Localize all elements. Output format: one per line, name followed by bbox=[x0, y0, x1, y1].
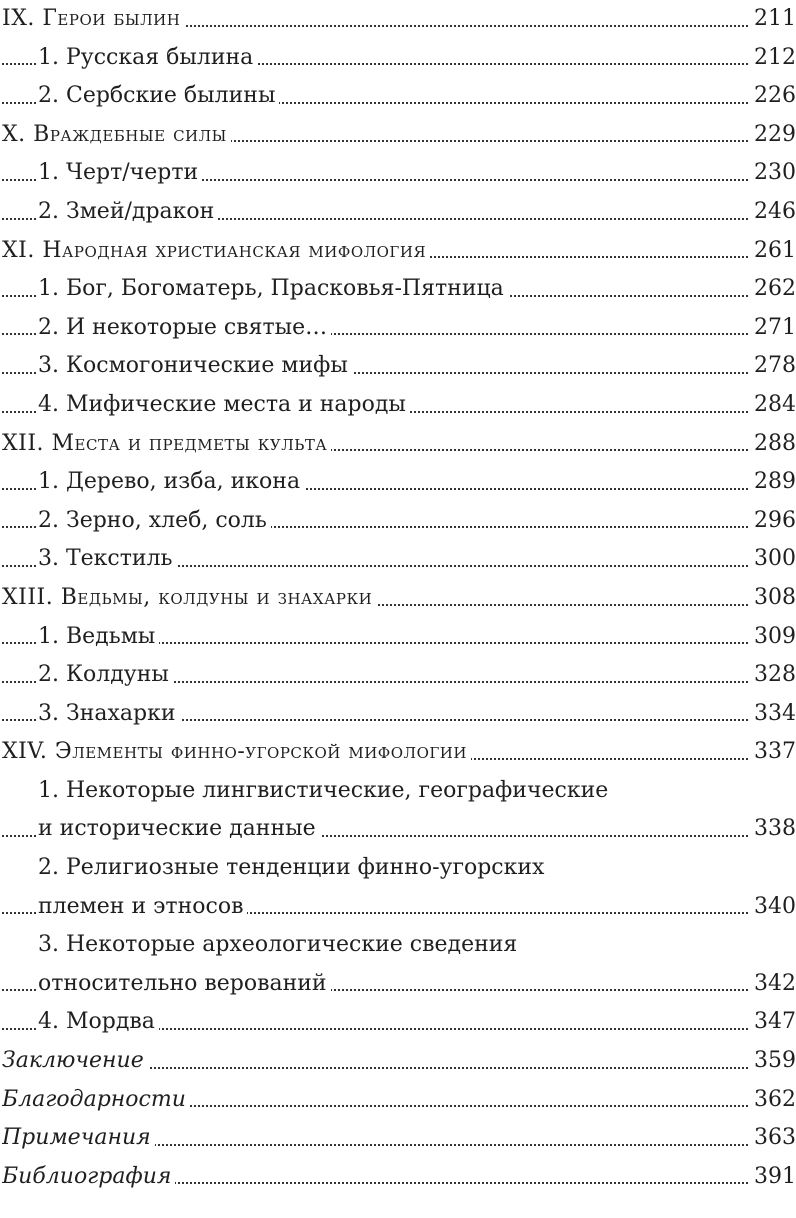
toc-entry-page: 340 bbox=[750, 888, 796, 927]
toc-entry-page: 309 bbox=[750, 618, 796, 657]
toc-chapter-ix[interactable] bbox=[2, 0, 796, 39]
toc-entry-page: 308 bbox=[750, 579, 796, 618]
toc-section[interactable] bbox=[2, 39, 796, 78]
toc-entry-page: 271 bbox=[750, 309, 796, 348]
toc-entry-title: XIV. Элементы финно-угорской мифологии bbox=[2, 739, 471, 764]
toc-section[interactable] bbox=[2, 502, 796, 541]
toc-entry-page: 211 bbox=[750, 0, 796, 39]
toc-section[interactable] bbox=[2, 270, 796, 309]
toc-section[interactable] bbox=[2, 347, 796, 386]
toc-section[interactable] bbox=[2, 888, 796, 927]
toc-entry-title: 2. Зерно, хлеб, соль bbox=[38, 508, 271, 533]
toc-entry-title: XIII. Ведьмы, колдуны и знахарки bbox=[2, 585, 376, 610]
toc-entry-page: 338 bbox=[750, 810, 796, 849]
toc-section[interactable] bbox=[2, 540, 796, 579]
toc-entry-page: 212 bbox=[750, 39, 796, 78]
toc-entry-title: 2. Сербские былины bbox=[38, 83, 279, 108]
toc-entry-page: 342 bbox=[750, 965, 796, 1004]
toc-section[interactable] bbox=[2, 154, 796, 193]
toc-entry-page: 262 bbox=[750, 270, 796, 309]
toc-entry-page: 229 bbox=[750, 116, 796, 155]
toc-entry-title: 1. Бог, Богоматерь, Прасковья-Пятница bbox=[38, 276, 508, 301]
table-of-contents bbox=[2, 0, 796, 1196]
toc-section-line1[interactable]: 3. Некоторые археологические сведения bbox=[38, 932, 518, 958]
toc-entry-title: XI. Народная христианская мифология bbox=[2, 238, 430, 263]
toc-back-matter[interactable] bbox=[2, 1158, 796, 1197]
toc-entry-title: и исторические данные bbox=[38, 816, 320, 841]
toc-entry-page: 230 bbox=[750, 154, 796, 193]
toc-entry-page: 226 bbox=[750, 77, 796, 116]
toc-entry-page: 246 bbox=[750, 193, 796, 232]
toc-section[interactable] bbox=[2, 656, 796, 695]
toc-entry-title: 4. Мордва bbox=[38, 1009, 159, 1034]
toc-entry-page: 347 bbox=[750, 1003, 796, 1042]
toc-section[interactable] bbox=[2, 193, 796, 232]
toc-entry-page: 296 bbox=[750, 502, 796, 541]
toc-entry-title: 1. Черт/черти bbox=[38, 160, 202, 185]
toc-entry-title: относительно верований bbox=[38, 971, 331, 996]
toc-entry-page: 261 bbox=[750, 232, 796, 271]
toc-section[interactable] bbox=[2, 309, 796, 348]
toc-entry-page: 278 bbox=[750, 347, 796, 386]
toc-chapter-xi[interactable] bbox=[2, 232, 796, 271]
toc-entry-title: 1. Дерево, изба, икона bbox=[38, 469, 304, 494]
toc-entry-title: 3. Текстиль bbox=[38, 546, 177, 571]
toc-entry-title: 1. Ведьмы bbox=[38, 624, 159, 649]
toc-entry-title: X. Враждебные силы bbox=[2, 122, 231, 147]
toc-entry-page: 289 bbox=[750, 463, 796, 502]
toc-entry-page: 288 bbox=[750, 425, 796, 464]
toc-entry-page: 337 bbox=[750, 733, 796, 772]
toc-back-matter[interactable] bbox=[2, 1081, 796, 1120]
toc-chapter-xii[interactable] bbox=[2, 425, 796, 464]
toc-entry-page: 328 bbox=[750, 656, 796, 695]
toc-section[interactable] bbox=[2, 965, 796, 1004]
toc-entry-title: 4. Мифические места и народы bbox=[38, 392, 410, 417]
toc-entry-title: 2. Колдуны bbox=[38, 662, 173, 687]
toc-chapter-x[interactable] bbox=[2, 116, 796, 155]
toc-entry-title: Библиография bbox=[2, 1164, 175, 1189]
toc-entry-page: 391 bbox=[750, 1158, 796, 1197]
toc-entry-title: 1. Русская былина bbox=[38, 45, 257, 70]
toc-entry-title: Примечания bbox=[2, 1125, 155, 1150]
toc-back-matter[interactable] bbox=[2, 1119, 796, 1158]
toc-entry-title: 3. Космогонические мифы bbox=[38, 353, 352, 378]
toc-chapter-xiii[interactable] bbox=[2, 579, 796, 618]
toc-section[interactable] bbox=[2, 810, 796, 849]
toc-entry-title: 2. И некоторые святые… bbox=[38, 315, 331, 340]
toc-section[interactable] bbox=[2, 695, 796, 734]
toc-section-line1[interactable]: 2. Религиозные тенденции финно-угорских bbox=[38, 855, 545, 881]
toc-entry-page: 359 bbox=[750, 1042, 796, 1081]
toc-back-matter[interactable] bbox=[2, 1042, 796, 1081]
toc-section-line1[interactable]: 1. Некоторые лингвистические, географические bbox=[38, 777, 609, 803]
toc-entry-title: 3. Знахарки bbox=[38, 701, 180, 726]
toc-section[interactable] bbox=[2, 618, 796, 657]
toc-section[interactable] bbox=[2, 463, 796, 502]
toc-entry-title: Благодарности bbox=[2, 1087, 190, 1112]
toc-entry-page: 284 bbox=[750, 386, 796, 425]
toc-entry-title: XII. Места и предметы культа bbox=[2, 431, 331, 456]
toc-section[interactable] bbox=[2, 386, 796, 425]
toc-section[interactable] bbox=[2, 1003, 796, 1042]
toc-entry-title: племен и этносов bbox=[38, 894, 247, 919]
toc-entry-title: Заключение bbox=[2, 1048, 148, 1073]
toc-entry-title: 2. Змей/дракон bbox=[38, 199, 218, 224]
toc-entry-title: IX. Герои былин bbox=[2, 6, 184, 31]
toc-entry-page: 334 bbox=[750, 695, 796, 734]
toc-entry-page: 363 bbox=[750, 1119, 796, 1158]
toc-entry-page: 362 bbox=[750, 1081, 796, 1120]
toc-entry-page: 300 bbox=[750, 540, 796, 579]
toc-section[interactable] bbox=[2, 77, 796, 116]
toc-chapter-xiv[interactable] bbox=[2, 733, 796, 772]
